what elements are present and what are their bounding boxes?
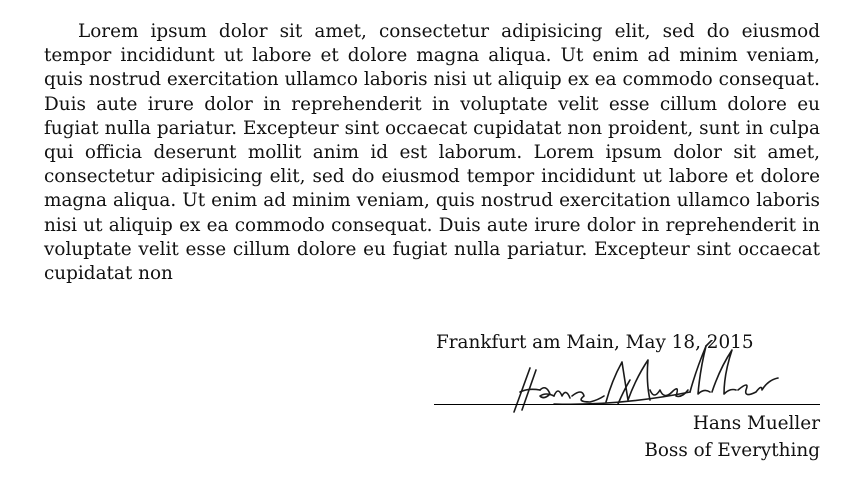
handwritten-signature — [500, 340, 800, 418]
letter-body-paragraph: Lorem ipsum dolor sit amet, consectetur adipisicing elit, sed do eiusmod tempor incididunt ut labore et dolore magna aliqua. Ut enim ad minim veniam, quis nostrud exercitation ullamco laboris nisi ut aliquip ex ea commodo consequat. Duis aute irure dolor in reprehenderit in voluptate velit esse cillum dolore eu fugiat nulla pariatur. Excepteur sint occaecat cupidatat non proident, sunt in culpa qui officia deserunt mollit anim id est laborum. Lorem ipsum dolor sit amet, consectetur adipisicing elit, sed do eiusmod tempor incididunt ut labore et dolore magna aliqua. Ut enim ad minim veniam, quis nostrud exercitation ullamco laboris nisi ut aliquip ex ea commodo consequat. Duis aute irure dolor in reprehenderit in voluptate velit esse cillum dolore eu fugiat nulla pariatur. Excepteur sint occaecat cupidatat non — [44, 21, 820, 285]
place-date-line: Frankfurt am Main, May 18, 2015 — [436, 332, 754, 353]
signature-line — [434, 404, 820, 405]
signer-title: Boss of Everything — [644, 440, 820, 461]
signer-name: Hans Mueller — [692, 413, 820, 434]
